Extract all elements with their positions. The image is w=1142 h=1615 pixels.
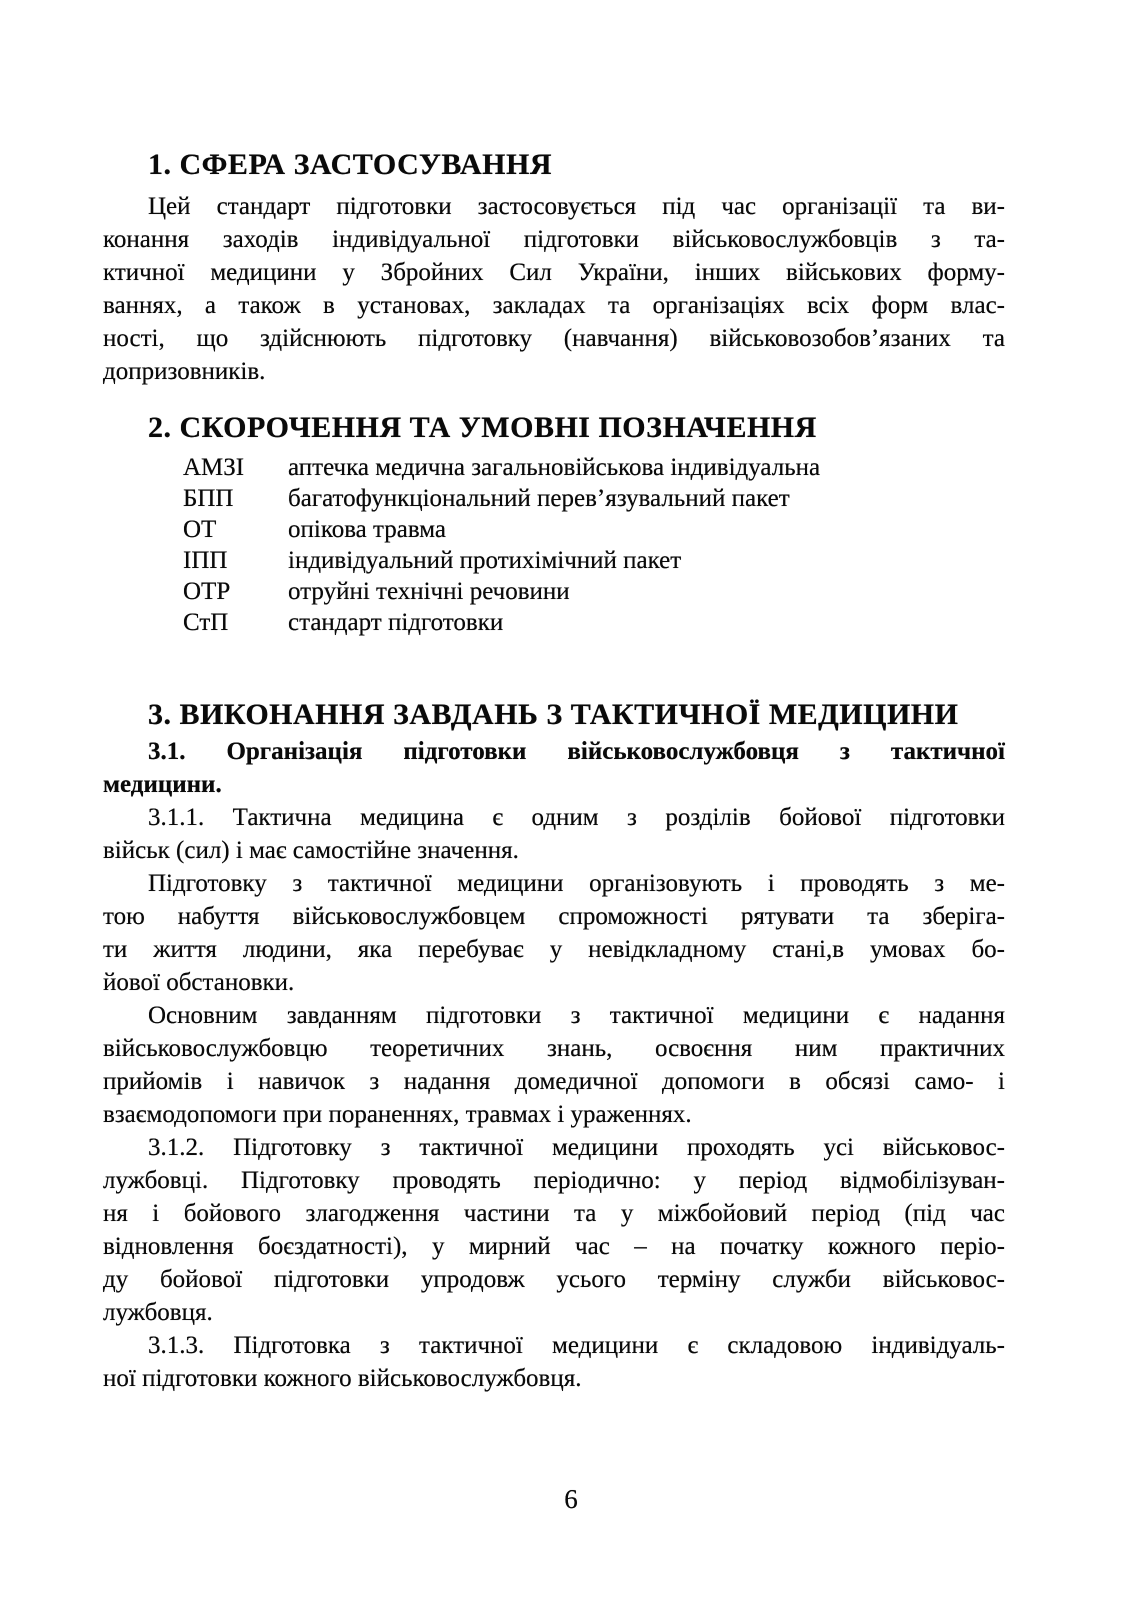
text-line: лужбовці. Підготовку проводять періодично: у період відмобілізуван-	[103, 1167, 1005, 1194]
abbreviation-list	[103, 452, 1005, 638]
text-line: тою набуття військовослужбовцем спроможності рятувати та зберіга-	[103, 903, 1005, 930]
text-line: військовослужбовцю теоретичних знань, освоєння ним практичних	[103, 1035, 1005, 1062]
abbreviation-row	[103, 576, 1005, 607]
body-text	[103, 735, 1005, 1395]
text-line: медицини.	[103, 771, 222, 798]
paragraph	[103, 999, 1005, 1131]
abbreviation-key: БПП	[183, 485, 234, 512]
paragraph	[103, 1131, 1005, 1329]
abbreviation-key: ОТР	[183, 578, 231, 605]
abbreviation-definition: багатофункціональний перев’язувальний пакет	[288, 485, 790, 512]
text-line: ти життя людини, яка перебуває у невідкладному стані,в умовах бо-	[103, 936, 1005, 963]
paragraph	[103, 801, 1005, 867]
text-line: 3.1. Організація підготовки військовослужбовця з тактичної	[148, 738, 1005, 765]
text-line: прийомів і навичок з надання домедичної допомоги в обсязі само- і	[103, 1068, 1005, 1095]
abbreviation-row	[103, 607, 1005, 638]
text-line: допризовників.	[103, 358, 266, 385]
text-line: лужбовця.	[103, 1299, 213, 1326]
abbreviation-key: СтП	[183, 609, 229, 636]
section-heading-2: 2. СКОРОЧЕННЯ ТА УМОВНІ ПОЗНАЧЕННЯ	[148, 411, 817, 444]
text-line: ваннях, а також в установах, закладах та організаціях всіх форм влас-	[103, 292, 1005, 319]
text-line: ктичної медицини у Збройних Сил України, інших військових форму-	[103, 259, 1005, 286]
text-line: йової обстановки.	[103, 969, 295, 996]
abbreviation-definition: стандарт підготовки	[288, 609, 504, 636]
text-line: конання заходів індивідуальної підготовки військовослужбовців з та-	[103, 226, 1005, 253]
text-line: ної підготовки кожного військовослужбовця.	[103, 1365, 582, 1392]
abbreviation-row	[103, 514, 1005, 545]
text-line: відновлення боєздатності), у мирний час – на початку кожного періо-	[103, 1233, 1005, 1260]
abbreviation-definition: опікова травма	[288, 516, 446, 543]
paragraph	[103, 1329, 1005, 1395]
text-line: ня і бойового злагодження частини та у міжбойовий період (під час	[103, 1200, 1005, 1227]
section-heading-1: 1. СФЕРА ЗАСТОСУВАННЯ	[148, 148, 552, 181]
text-line: 3.1.2. Підготовку з тактичної медицини проходять усі військовос-	[148, 1134, 1005, 1161]
abbreviation-definition: аптечка медична загальновійськова індивідуальна	[288, 454, 821, 481]
paragraph	[103, 735, 1005, 801]
page-number: 6	[564, 1484, 578, 1514]
abbreviation-definition: індивідуальний протихімічний пакет	[288, 547, 682, 574]
abbreviation-key: АМЗІ	[183, 454, 245, 481]
paragraph	[103, 867, 1005, 999]
text-line: ності, що здійснюють підготовку (навчання) військовозобов’язаних та	[103, 325, 1005, 352]
text-line: Цей стандарт підготовки застосовується під час організації та ви-	[148, 193, 1005, 220]
text-line: Підготовку з тактичної медицини організовують і проводять з ме-	[148, 870, 1005, 897]
abbreviation-definition: отруйні технічні речовини	[288, 578, 570, 605]
abbreviation-key: ОТ	[183, 516, 217, 543]
paragraph	[103, 190, 1005, 388]
text-line: 3.1.3. Підготовка з тактичної медицини є складовою індивідуаль-	[148, 1332, 1005, 1359]
section-heading-3: 3. ВИКОНАННЯ ЗАВДАНЬ З ТАКТИЧНОЇ МЕДИЦИНИ	[148, 698, 959, 731]
abbreviation-key: ІПП	[183, 547, 228, 574]
abbreviation-row	[103, 452, 1005, 483]
text-line: військ (сил) і має самостійне значення.	[103, 837, 519, 864]
text-line: ду бойової підготовки упродовж усього терміну служби військовос-	[103, 1266, 1005, 1293]
text-line: 3.1.1. Тактична медицина є одним з розділів бойової підготовки	[148, 804, 1005, 831]
abbreviation-row	[103, 483, 1005, 514]
abbreviation-row	[103, 545, 1005, 576]
text-line: взаємодопомоги при пораненнях, травмах і ураженнях.	[103, 1101, 692, 1128]
text-line: Основним завданням підготовки з тактичної медицини є надання	[148, 1002, 1005, 1029]
document-page	[103, 0, 1005, 1615]
